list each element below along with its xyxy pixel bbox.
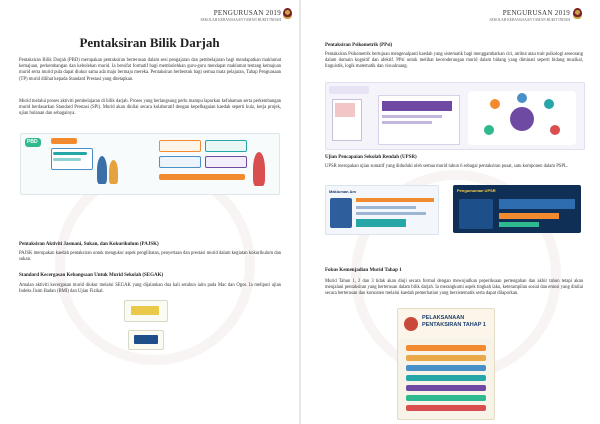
poster-row [406,405,486,411]
intro-paragraph-1: Pentaksiran Bilik Darjah (PBD) merupakan pentaksiran berterusan dalam sesi pengajaran dan pembelajaran bagi mendapatkan maklumat kemajuan, perkembangan dan kebolehan murid. Ia bersifat formatif bagi membolehkan guru-guru mendapat maklumat tentang kemajuan murid serta murid pula dapat diukur sama ada maju bermaju mereka. Pentaksiran berbentuk bagi semua mata pelajaran, Tahap Penguasaan (TP) murid dilihat kepada Standard Prestasi yang ditetapkan. [19,58,281,82]
infographic-bar [499,222,539,227]
circle-icon [484,125,494,135]
segak-heading: Standard Kecergasan Kebangsaan Untuk Murid Sekolah (SEGAK) [19,273,164,278]
infographic-box [459,199,493,229]
center-circle-icon [510,107,534,131]
student-figure-icon [97,156,107,184]
phone-screen-icon [131,306,159,315]
intro-paragraph-2: Murid melalui proses aktiviti pembelajaran di bilik darjah. Proses yang berlangsung perlu mampu laporkan kefahaman serta perkembangan murid berdasarkan Standard Prestasi (SPi). Murid akan dinilai secara kolaboratif dengan kepelbagaian kaedah seperti kuiz, kerja projek, ujian bulanan dan sebagainya. [19,99,281,117]
tahap1-heading: Fokus Kemenjadian Murid Tahap 1 [325,268,402,273]
circle-icon [550,125,560,135]
segak-phone-image [128,330,164,350]
header-title: PENGURUSAN 2019 [502,9,570,17]
infographic-bar [499,213,559,219]
poster-row [406,345,486,351]
infographic-line [356,206,416,209]
infographic-wheel-panel [468,91,576,145]
circle-icon [544,99,554,109]
segak-text: Amalan aktiviti kecergasan murid diukur melalui SEGAK yang dijalankan dua kali setahun iaitu pada Mac dan Ogos. Ia meliputi ujian Indeks Jisim Badan (BMI) dan Ujian Fizikal. [19,283,281,295]
upsr-image-label: Makluman Am [329,189,356,194]
poster-row [406,385,486,391]
left-page [0,0,299,424]
infographic-bar [159,174,245,180]
header-subtitle: SEKOLAH KEBANGSAAN TAMAN BUKIT INDAH [489,18,570,22]
poster-row [406,355,486,361]
infographic-bar [329,86,369,94]
right-page [301,0,600,424]
teacher-figure-icon [253,152,265,186]
phone-screen-icon [134,335,158,344]
poster-row [406,365,486,371]
page-title: Pentaksiran Bilik Darjah [79,35,220,50]
ppsi-text: Pentaksiran Psikometrik bertujuan mengenalpasti kaedah yang sistematik bagi menggambarkan ciri, atribut atau trait psikologi seseorang dalam domain kognitif dan afektif. PPsi untuk melihat kecenderungan murid dalam bidang yang diminati seperti bidang muzikal, linguistik, logik matematik dan visualruang. [325,52,583,70]
infographic-bar [51,138,77,144]
left-header [201,9,281,22]
upsr-heading: Ujian Pencapaian Sekolah Rendah (UPSR) [325,155,417,160]
infographic-bar [382,101,452,111]
pajsk-heading: Pentaksiran Aktiviti Jasmani, Sukan, dan Kokurikulum (PAJSK) [19,242,159,247]
infographic-bar [356,198,434,202]
school-crest-icon [283,8,292,19]
upsr-result-image [453,185,581,233]
infographic-line [382,115,442,118]
poster-emblem-icon [404,317,418,331]
infographic-box [205,156,247,168]
header-subtitle: SEKOLAH KEBANGSAAN TAMAN BUKIT INDAH [200,18,281,22]
infographic-photo [335,103,355,117]
pbd-infographic [20,133,280,195]
circle-icon [490,99,500,109]
pbd-badge-label: PBD [27,139,38,145]
circle-icon [517,93,527,103]
upsr-text: UPSR merupakan ujian sumatif yang diduduki oleh semua murid tahun 6 sebagai pentaksiran pusat, satu komponen dalam PSPL. [325,164,569,169]
pajsk-text: PAJSK merupakan kaedah pentaksiran untuk mengukur aspek penglibatan, penyertaan dan prestasi murid dalam kegiatan kokurikulum dan sukan. [19,251,281,263]
upsr-image-label: Pengumuman UPSR [457,188,496,193]
tahap1-poster [397,308,495,420]
infographic-line [53,158,81,161]
ppsi-heading: Pentaksiran Psikometrik (PPsi) [325,43,393,48]
poster-row [406,395,486,401]
infographic-bar [356,219,406,227]
student-figure-icon [109,160,118,184]
tahap1-text: Murid Tahun 1, 2 dan 3 tidak akan diuji secara formal dengan mewujudkan peperiksaan pertengahan dan akhir tahun tetapi akan menjalani pentaksiran yang berterusan dalam bilik darjah. Ia merangkumi aspek tingkah laku, keterampilan sosial dan emosi yang dinilai secara berterusan dan konsisten melalui kaedah pemerhatian yang bersistematik serta dapat dilaporkan. [325,279,583,297]
poster-heading: PELAKSANAAN PENTAKSIRAN TAHAP 1 [422,315,486,328]
header-title: PENGURUSAN 2019 [213,9,281,17]
ppsi-infographic [325,82,585,150]
infographic-box [330,198,352,228]
infographic-bar [499,199,575,209]
school-crest-icon [573,8,582,19]
infographic-line [53,152,87,155]
upsr-info-image [325,185,439,235]
segak-phone-image [124,300,168,322]
infographic-box [159,156,201,168]
infographic-line [356,212,426,215]
infographic-line [382,121,432,124]
infographic-box [159,140,201,152]
poster-row [406,375,486,381]
right-header [490,9,570,22]
infographic-box [205,140,247,152]
